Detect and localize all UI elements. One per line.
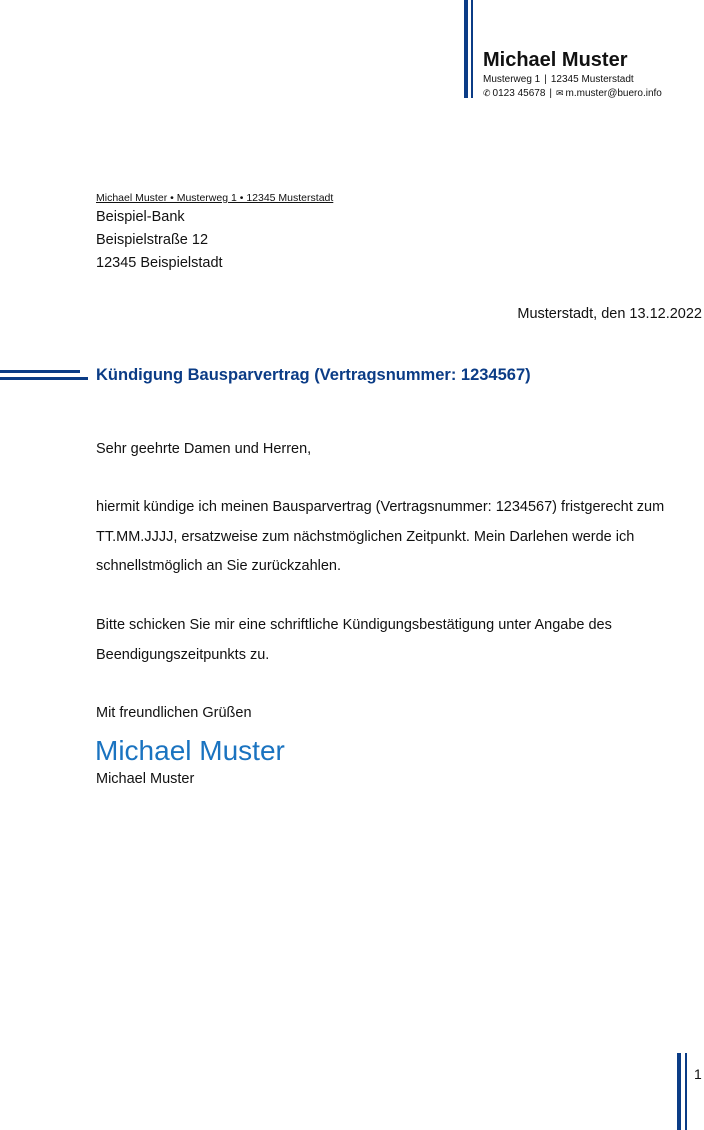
phone-icon: ✆ (483, 88, 491, 98)
sender-return-line: Michael Muster • Musterweg 1 • 12345 Musterstadt (96, 192, 334, 204)
recipient-city: 12345 Beispielstadt (96, 255, 223, 271)
letterhead-separator: | (544, 74, 547, 85)
mail-icon: ✉ (556, 88, 564, 98)
signature-script: Michael Muster (95, 735, 285, 766)
letterhead-bar-thick (464, 0, 468, 98)
letterhead-phone: 0123 45678 (492, 88, 546, 99)
letterhead-city: 12345 Musterstadt (550, 74, 634, 85)
letterhead-bar-thin (471, 0, 473, 98)
salutation: Sehr geehrte Damen und Herren, (96, 441, 312, 457)
recipient-street: Beispielstraße 12 (96, 232, 209, 248)
letter-date: Musterstadt, den 13.12.2022 (517, 306, 702, 322)
body-paragraph-1: hiermit kündige ich meinen Bausparvertrag (Vertragsnummer: 1234567) fristgerecht zum TT.MM.JJJJ, ersatzweise zum nächstmöglichen Zeitpunkt. Mein Darlehen werde ich schnellstmöglich an Sie zurückzahlen. (96, 499, 665, 574)
letterhead-contact (483, 88, 662, 99)
recipient-name: Beispiel-Bank (96, 209, 185, 225)
letterhead-email: m.muster@buero.info (565, 88, 662, 99)
signature-name: Michael Muster (96, 771, 195, 787)
letterhead-street: Musterweg 1 (483, 74, 541, 85)
closing: Mit freundlichen Grüßen (96, 705, 252, 721)
subject-line-bottom (0, 377, 88, 380)
body-paragraph-2: Bitte schicken Sie mir eine schriftliche Kündigungsbestätigung unter Angabe des Beendigungszeitpunkts zu. (96, 617, 612, 663)
recipient-address (96, 206, 223, 275)
subject-line-top (0, 370, 80, 373)
letterhead-separator: | (549, 88, 552, 99)
letterhead-address (483, 74, 634, 85)
page-number: 1 (694, 1066, 702, 1082)
footer-bar-thick (677, 1053, 681, 1130)
footer-bar-thin (685, 1053, 687, 1130)
letter-subject: Kündigung Bausparvertrag (Vertragsnummer: 1234567) (96, 366, 531, 384)
letterhead-name: Michael Muster (483, 49, 628, 71)
